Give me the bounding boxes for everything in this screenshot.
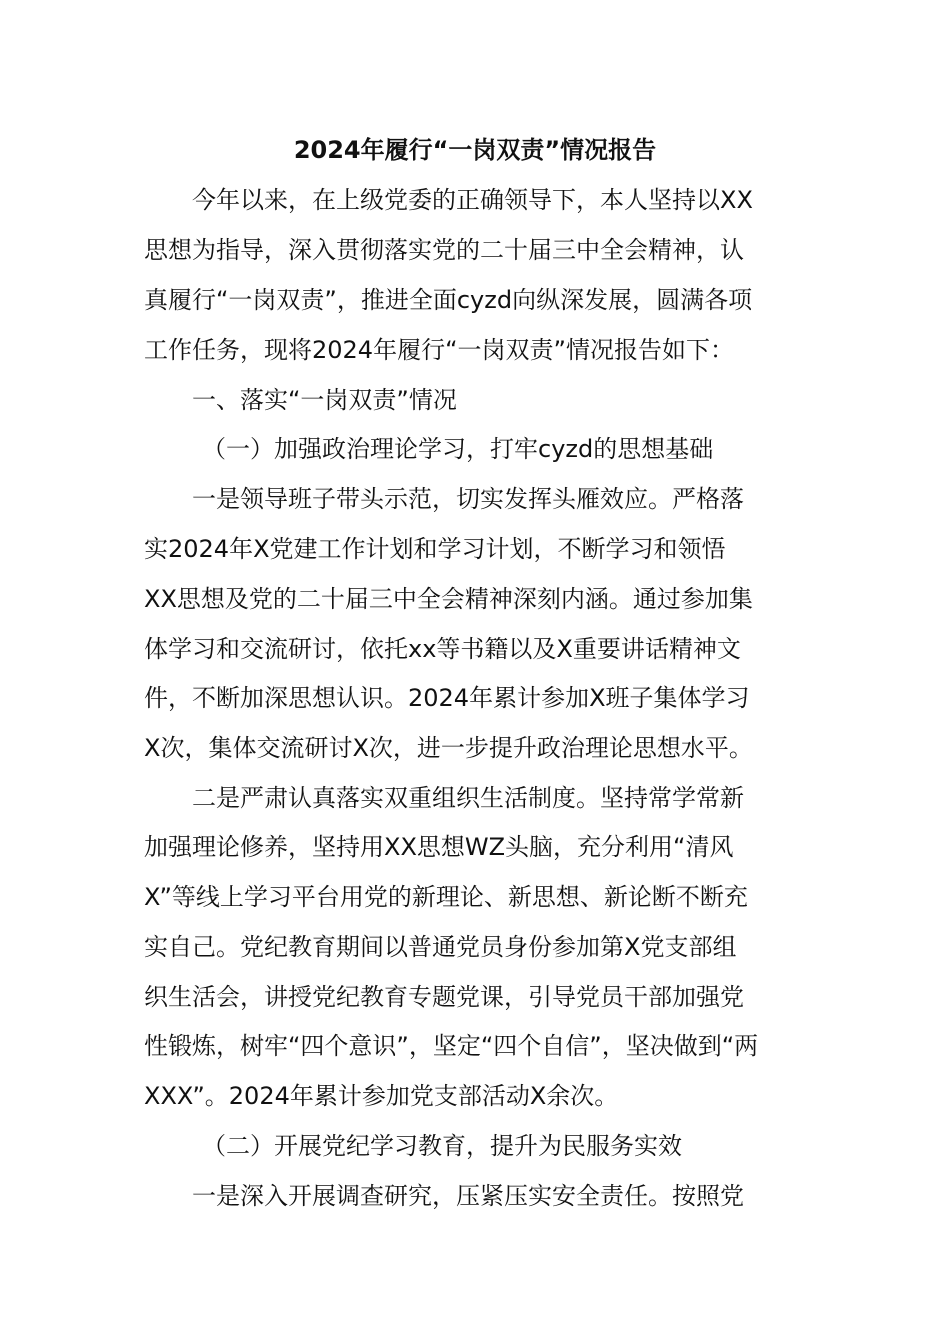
text-line: XX思想及党的二十届三中全会精神深刻内涵。通过参加集 (144, 585, 753, 613)
text-line: 织生活会，讲授党纪教育专题党课，引导党员干部加强党 (144, 983, 744, 1011)
subsection-heading: （二）开展党纪学习教育，提升为民服务实效 (202, 1132, 682, 1160)
text-line: XXX”。2024年累计参加党支部活动X余次。 (144, 1082, 619, 1110)
text-line: 二是严肃认真落实双重组织生活制度。坚持常学常新 (192, 784, 744, 812)
text-line: 体学习和交流研讨，依托xx等书籍以及X重要讲话精神文 (144, 635, 741, 663)
subsection-heading: （一）加强政治理论学习，打牢cyzd的思想基础 (202, 435, 714, 463)
text-line: 工作任务，现将2024年履行“一岗双责”情况报告如下： (144, 336, 734, 364)
text-line: 思想为指导，深入贯彻落实党的二十届三中全会精神，认 (144, 236, 744, 264)
text-line: 真履行“一岗双责”，推进全面cyzd向纵深发展，圆满各项 (144, 286, 753, 314)
text-line: X次，集体交流研讨X次，进一步提升政治理论思想水平。 (144, 734, 753, 762)
text-line: 实2024年X党建工作计划和学习计划，不断学习和领悟 (144, 535, 726, 563)
text-line: 加强理论修养，坚持用XX思想WZ头脑，充分利用“清风 (144, 833, 734, 861)
text-line: 实自己。党纪教育期间以普通党员身份参加第X党支部组 (144, 933, 737, 961)
text-line: 一是深入开展调查研究，压紧压实安全责任。按照党 (192, 1182, 744, 1210)
section-heading: 一、落实“一岗双责”情况 (192, 386, 457, 414)
text-line: 件，不断加深思想认识。2024年累计参加X班子集体学习 (144, 684, 750, 712)
text-line: X”等线上学习平台用党的新理论、新思想、新论断不断充 (144, 883, 748, 911)
text-line: 性锻炼，树牢“四个意识”，坚定“四个自信”，坚决做到“两 (144, 1032, 759, 1060)
document-title: 2024年履行“一岗双责”情况报告 (293, 136, 657, 164)
text-line: 今年以来，在上级党委的正确领导下，本人坚持以XX (192, 186, 753, 214)
text-line: 一是领导班子带头示范，切实发挥头雁效应。严格落 (192, 485, 744, 513)
